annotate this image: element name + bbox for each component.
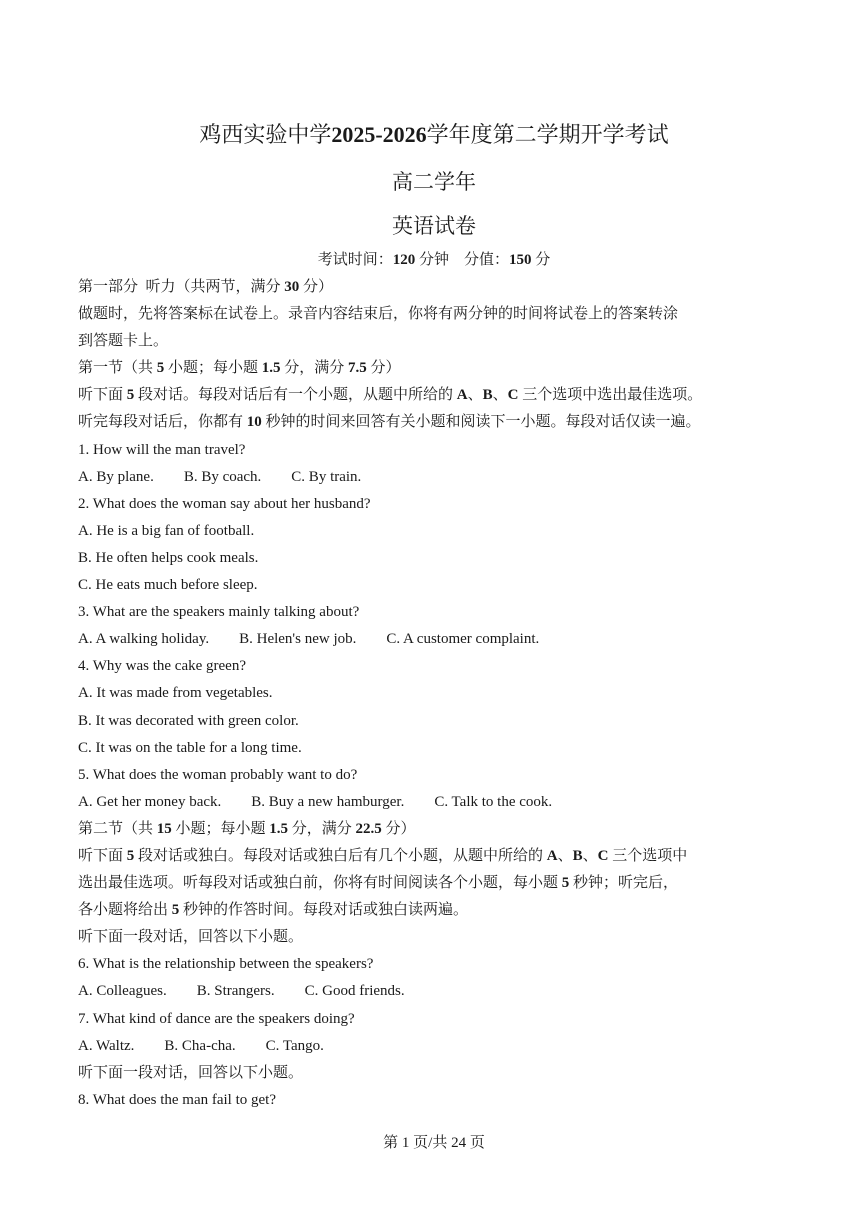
text-segment: 听下面	[78, 387, 127, 404]
text-segment: 8. What does the man fail to get?	[78, 1091, 276, 1108]
text-segment: 第一节（共	[78, 360, 157, 377]
text-line	[78, 870, 818, 897]
text-line	[78, 301, 818, 328]
text-segment: 30	[284, 279, 300, 295]
time-value: 120	[392, 252, 416, 268]
text-line	[78, 626, 818, 653]
text-segment: 5	[561, 875, 570, 892]
text-segment: 22.5	[355, 820, 382, 837]
score-label: 分值：	[464, 252, 510, 268]
text-segment: 到答题卡上。	[78, 333, 169, 350]
text-segment: 听完每段对话后，你都有	[78, 414, 247, 431]
text-segment: 10	[246, 414, 262, 431]
text-segment: 2. What does the woman say about her husband?	[78, 495, 371, 512]
text-line	[78, 545, 818, 572]
text-segment: 1.5	[261, 360, 281, 377]
text-segment: 、	[582, 847, 598, 864]
text-line	[78, 464, 818, 491]
text-segment: 3. What are the speakers mainly talking about?	[78, 604, 360, 621]
title-years: 2025-2026	[331, 122, 427, 147]
text-segment: B. It was decorated with green color.	[78, 712, 299, 729]
text-segment: 、	[492, 387, 508, 404]
text-segment: A. It was made from vegetables.	[78, 685, 273, 702]
text-segment: 、	[467, 387, 483, 404]
text-line	[78, 816, 818, 843]
text-line	[78, 355, 818, 382]
title-school: 鸡西实验中学	[199, 122, 332, 147]
text-segment: A. Colleagues. B. Strangers. C. Good friends.	[78, 983, 405, 1000]
text-segment: C. It was on the table for a long time.	[78, 739, 302, 756]
grade-title: 高二学年	[392, 170, 476, 194]
text-line	[78, 599, 818, 626]
exam-title	[0, 118, 868, 149]
text-line	[78, 924, 818, 951]
text-segment: 听下面一段对话，回答以下小题。	[78, 929, 304, 946]
score-unit: 分	[535, 252, 551, 268]
text-segment: C	[507, 387, 519, 404]
text-line	[78, 1033, 818, 1060]
text-segment: 5	[171, 902, 180, 919]
text-segment: 三个选项中选出最佳选项。	[518, 387, 703, 404]
text-segment: 小题；每小题	[164, 360, 262, 377]
text-segment: 、	[557, 847, 573, 864]
text-segment: 7. What kind of dance are the speakers doing?	[78, 1010, 355, 1027]
text-segment: 第二节（共	[78, 820, 157, 837]
text-segment: A. Waltz. B. Cha-cha. C. Tango.	[78, 1037, 324, 1054]
text-line	[78, 572, 818, 599]
time-label: 考试时间：	[317, 252, 393, 268]
text-line	[78, 1006, 818, 1033]
text-segment: 分，满分	[280, 360, 349, 377]
text-line	[78, 789, 818, 816]
text-line	[78, 328, 818, 355]
text-line	[78, 680, 818, 707]
text-segment: 段对话或独白。每段对话或独白后有几个小题，从题中所给的	[134, 847, 547, 864]
text-segment: 听下面一段对话，回答以下小题。	[78, 1064, 304, 1081]
text-segment: 秒钟的时间来回答有关小题和阅读下一小题。每段对话仅读一遍。	[261, 414, 701, 431]
subject-title: 英语试卷	[392, 214, 476, 238]
text-segment: 6. What is the relationship between the speakers?	[78, 956, 374, 973]
text-line	[78, 843, 818, 870]
text-line	[78, 1087, 818, 1114]
text-segment: A. A walking holiday. B. Helen's new job. C. A customer complaint.	[78, 631, 540, 648]
text-segment: 秒钟的作答时间。每段对话或独白读两遍。	[179, 902, 469, 919]
text-segment: 三个选项中	[608, 847, 688, 864]
text-segment: 各小题将给出	[78, 902, 172, 919]
text-segment: 小题；每小题	[171, 820, 270, 837]
text-segment: A	[546, 847, 558, 864]
text-segment: 1. How will the man travel?	[78, 441, 246, 458]
score-value: 150	[509, 252, 532, 268]
text-line	[78, 653, 818, 680]
text-segment: C	[597, 847, 609, 864]
text-line	[78, 951, 818, 978]
text-line	[78, 274, 818, 301]
text-segment: A	[456, 387, 468, 404]
text-segment: 第一部分 听力（共两节，满分	[78, 279, 285, 295]
text-line	[78, 382, 818, 409]
text-segment: 分）	[381, 820, 416, 837]
text-segment: 5	[126, 387, 135, 404]
text-segment: C. He eats much before sleep.	[78, 577, 258, 594]
text-segment: 4. Why was the cake green?	[78, 658, 246, 675]
text-line	[78, 491, 818, 518]
text-segment: 分）	[366, 360, 401, 377]
text-line	[78, 708, 818, 735]
text-segment: B	[482, 387, 493, 404]
exam-body	[78, 274, 818, 1114]
time-unit: 分钟	[418, 252, 449, 268]
text-segment: 5. What does the woman probably want to do?	[78, 766, 358, 783]
text-segment: 分，满分	[288, 820, 356, 837]
title-term: 学年度第二学期开学考试	[426, 122, 669, 147]
text-segment: 15	[156, 820, 172, 837]
text-line	[78, 518, 818, 545]
text-line	[78, 1060, 818, 1087]
text-segment: 5	[126, 847, 135, 864]
text-segment: 段对话。每段对话后有一个小题，从题中所给的	[134, 387, 457, 404]
text-segment: B	[572, 847, 583, 864]
text-line	[78, 409, 818, 436]
text-segment: 秒钟；听完后，	[569, 875, 679, 892]
text-segment: 分）	[299, 279, 334, 295]
text-line	[78, 897, 818, 924]
text-segment: B. He often helps cook meals.	[78, 549, 259, 566]
text-segment: A. Get her money back. B. Buy a new hamburger. C. Talk to the cook.	[78, 793, 553, 810]
text-line	[78, 978, 818, 1005]
text-segment: 选出最佳选项。听每段对话或独白前，你将有时间阅读各个小题，每小题	[78, 875, 562, 892]
text-line	[78, 437, 818, 464]
page-number: 第 1 页/共 24 页	[383, 1135, 485, 1151]
text-segment: 做题时，先将答案标在试卷上。录音内容结束后，你将有两分钟的时间将试卷上的答案转涂	[78, 306, 679, 323]
text-line	[78, 735, 818, 762]
text-segment: 5	[156, 360, 165, 377]
text-segment: 听下面	[78, 847, 127, 864]
exam-info	[0, 248, 868, 269]
text-line	[78, 762, 818, 789]
text-segment: 1.5	[269, 820, 289, 837]
text-segment: 7.5	[348, 360, 367, 377]
text-segment: A. He is a big fan of football.	[78, 522, 255, 539]
text-segment: A. By plane. B. By coach. C. By train.	[78, 468, 362, 485]
